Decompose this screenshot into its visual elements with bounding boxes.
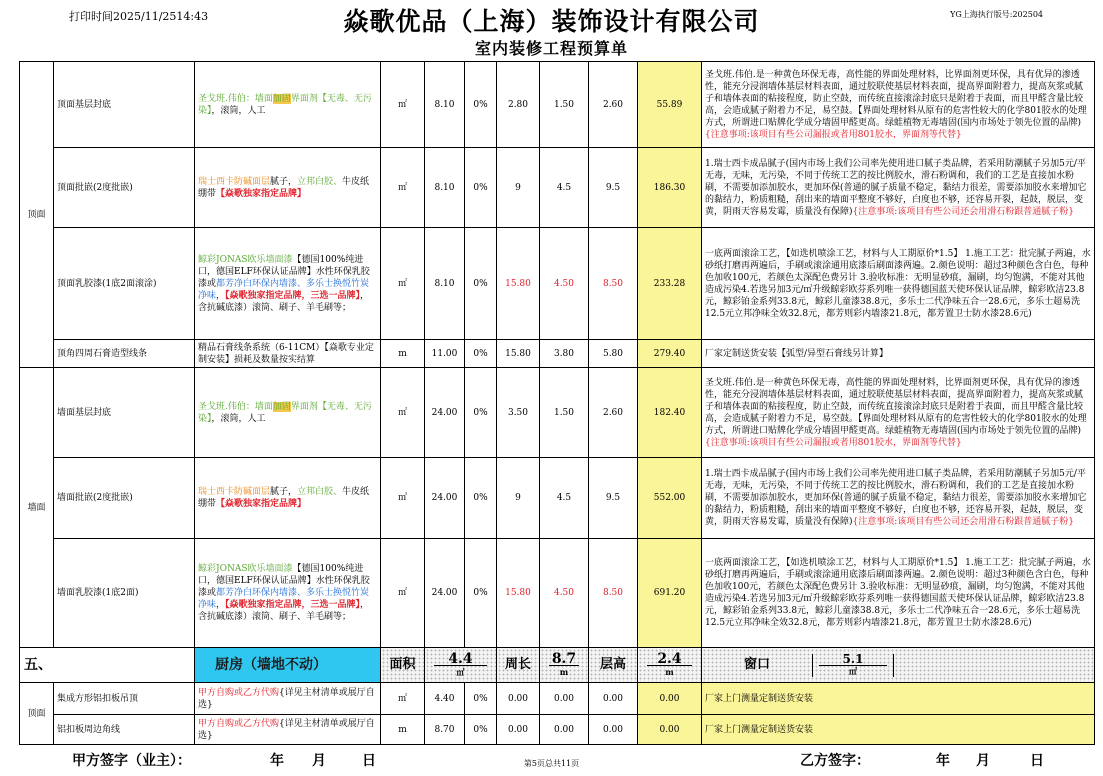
- material-text: 【德国100%纯进口，德国ELF环保认证品牌】水性环保乳胶漆或: [198, 564, 370, 598]
- item-price: 1.50: [540, 368, 589, 458]
- material-text: ，: [216, 600, 226, 610]
- table-row: [20, 683, 1095, 715]
- item-price: 4.50: [540, 539, 589, 648]
- item-loss: 0%: [465, 715, 497, 745]
- item-total: 0.00: [638, 683, 702, 715]
- item-price: 3.50: [497, 368, 540, 458]
- description-note: {注意事项:该项目有些公司漏报或者用801胶水，界面剂等代替}: [705, 437, 962, 448]
- item-price: 4.50: [540, 228, 589, 340]
- item-loss: 0%: [465, 228, 497, 340]
- height-number: 2.4: [657, 650, 682, 667]
- item-material: [195, 715, 381, 745]
- item-description: 厂家上门测量定制送货安装: [702, 715, 1095, 745]
- item-description: 一底两面滚涂工艺，【如选机喷涂工艺，材料与人工期原价*1.5】 1.施工工艺：批完腻子两遍，水砂纸打磨再两遍后，手刷或滚涂通用底漆后刷面漆两遍。2.颜色说明：超过3种颜色含白色，每种色加收100元，若颜色太深配色费另计 3.验收标准：无明显砂痕，漏刷，均匀饱满，不能对其他造成污染4.若选另加3元/㎡升级鲸彩欧芬系列唯一获得德国蓝天使环保认证品牌，鲸彩欧洁23.8元，鲸彩铂金系列33.8元，鲸彩儿童漆38.8元，多乐士二代净味五合一28.6元，多乐士超易洗12.5元立邦净味全效32.8元，都芳则彩内墙漆21.8元，都芳置卫士防水漆28.6元): [702, 228, 1095, 340]
- material-text: 立邦白胶、: [297, 487, 343, 497]
- table-row: [20, 62, 1095, 148]
- height-label: 层高: [589, 648, 638, 683]
- item-qty: 8.10: [425, 228, 465, 340]
- item-unit: ㎡: [381, 458, 425, 539]
- document-subtitle: 室内装修工程预算单: [474, 39, 628, 58]
- item-price: 4.5: [540, 148, 589, 228]
- item-total: 182.40: [638, 368, 702, 458]
- item-price: 9.5: [589, 458, 638, 539]
- material-text: 界面剂【无毒、无污染】: [198, 93, 372, 116]
- item-material: [195, 458, 381, 539]
- item-unit: ㎡: [381, 228, 425, 340]
- section-header-kitchen: [20, 648, 1095, 683]
- item-total: 691.20: [638, 539, 702, 648]
- item-name: 墙面批嵌(2度批嵌): [54, 458, 195, 539]
- item-material: [195, 683, 381, 715]
- material-text: 牛皮纸绷带: [198, 176, 370, 199]
- item-total: 233.28: [638, 228, 702, 340]
- item-material: 精品石膏线条系统（6-11CM）【焱歌专业定制安装】损耗及数量按实结算: [195, 340, 381, 368]
- item-unit: ㎡: [381, 539, 425, 648]
- party-a-year: 年: [270, 753, 284, 769]
- item-material: [195, 368, 381, 458]
- area-number: 4.4: [448, 650, 473, 667]
- item-material: [195, 228, 381, 340]
- material-text: ，滚筒，人工: [211, 105, 266, 116]
- section-index: [20, 648, 195, 683]
- item-unit: ㎡: [381, 148, 425, 228]
- item-material: [195, 148, 381, 228]
- table-row: [20, 715, 1095, 745]
- item-total: 279.40: [638, 340, 702, 368]
- item-price: 2.60: [589, 368, 638, 458]
- item-unit: m: [381, 340, 425, 368]
- party-a-month: 月: [312, 753, 326, 769]
- material-supply-note: 甲方自购或乙方代购: [198, 687, 280, 698]
- material-text: 都芳净白环保内墙漆、多乐士换悦竹炭净味: [198, 588, 370, 610]
- item-loss: 0%: [465, 683, 497, 715]
- item-description: [702, 62, 1095, 148]
- item-qty: 4.40: [425, 683, 465, 715]
- document-header: [0, 0, 1103, 62]
- table-row: [20, 148, 1095, 228]
- section-index-text: 五、: [24, 657, 52, 673]
- item-loss: 0%: [465, 458, 497, 539]
- item-loss: 0%: [465, 340, 497, 368]
- material-brand-note: 【焱歌独家指定品牌】: [216, 188, 307, 199]
- item-name: 顶面批嵌(2度批嵌): [54, 148, 195, 228]
- area-value: [425, 648, 497, 683]
- material-text: 瑞士西卡防碱面层: [198, 176, 271, 187]
- table-row: [20, 228, 1095, 340]
- group-label-ceiling: 顶面: [20, 62, 54, 368]
- table-row: [20, 368, 1095, 458]
- item-price: 8.50: [589, 228, 638, 340]
- perimeter-label: 周长: [497, 648, 540, 683]
- section-title: 厨房（墙地不动）: [195, 648, 381, 683]
- item-price: 3.80: [540, 340, 589, 368]
- material-text: ，含抗碱底漆）滚筒、刷子、羊毛刷等；: [198, 290, 370, 313]
- party-b-year: 年: [936, 753, 950, 769]
- item-price: 0.00: [540, 683, 589, 715]
- page-number: 第5页总共11页: [523, 759, 580, 768]
- group-label-wall: 墙面: [20, 368, 54, 648]
- item-material: [195, 539, 381, 648]
- item-name: 顶面乳胶漆(1底2面滚涂): [54, 228, 195, 340]
- item-qty: 11.00: [425, 340, 465, 368]
- material-supply-note: 甲方自购或乙方代购: [198, 718, 280, 729]
- material-text: 鲸彩JONAS欧乐墙面漆: [198, 254, 293, 265]
- item-price: 0.00: [497, 683, 540, 715]
- table-row: [20, 340, 1095, 368]
- material-text: 【德国100%纯进口，德国ELF环保认证品牌】水性环保乳胶漆或: [198, 254, 370, 289]
- window-cell: [702, 648, 1095, 683]
- material-text: ，滚筒，人工: [211, 413, 266, 424]
- material-text: {详见主材清单或展厅自选}: [198, 718, 375, 741]
- material-brand-note: 【焱歌独家指定品牌，三选一品牌】: [225, 290, 361, 301]
- material-text: ，: [216, 290, 226, 301]
- item-name: 集成方形铝扣板吊顶: [54, 683, 195, 715]
- item-unit: ㎡: [381, 368, 425, 458]
- item-qty: 8.70: [425, 715, 465, 745]
- item-description: [702, 368, 1095, 458]
- item-price: 0.00: [540, 715, 589, 745]
- item-unit: m: [381, 715, 425, 745]
- item-name: 顶角四周石膏造型线条: [54, 340, 195, 368]
- party-a-signature-label: 甲方签字（业主）：: [72, 753, 191, 769]
- version-number: YG上海执行版号:202504: [950, 10, 1043, 19]
- item-qty: 24.00: [425, 458, 465, 539]
- item-description: 厂家定制送货安装【弧型/异型石膏线另计算】: [702, 340, 1095, 368]
- item-qty: 24.00: [425, 368, 465, 458]
- item-qty: 8.10: [425, 62, 465, 148]
- item-price: 9: [497, 148, 540, 228]
- perimeter-number: 8.7: [551, 650, 577, 667]
- item-unit: ㎡: [381, 62, 425, 148]
- material-text: 界面剂【无毒、无污染】: [198, 401, 372, 424]
- material-text: 圣戈班.伟伯：墙面: [198, 93, 273, 104]
- item-price: 0.00: [589, 715, 638, 745]
- party-b-day: 日: [1030, 753, 1044, 769]
- material-text: {详见主材清单或展厅自选}: [198, 687, 375, 710]
- material-text: 瑞士西卡防碱面层: [198, 487, 271, 497]
- item-price: 9: [497, 458, 540, 539]
- party-a-day: 日: [362, 753, 376, 769]
- material-text: 都芳净白环保内墙漆、多乐士换悦竹炭净味: [198, 278, 370, 301]
- height-unit: m: [647, 665, 692, 678]
- item-unit: ㎡: [381, 683, 425, 715]
- item-price: 15.80: [497, 340, 540, 368]
- window-number: 5.1: [842, 651, 864, 666]
- material-brand-note: 【焱歌独家指定品牌】: [216, 499, 307, 509]
- item-description: [702, 458, 1095, 539]
- item-price: 15.80: [497, 539, 540, 648]
- item-description: 厂家上门测量定制送货安装: [702, 683, 1095, 715]
- item-material: [195, 62, 381, 148]
- description-note: {注意事项:该项目有些公司还会用滑石粉跟普通腻子粉}: [852, 206, 1075, 217]
- item-loss: 0%: [465, 539, 497, 648]
- description-text: 圣戈班.伟伯.是一种黄色环保无毒，高性能的界面处理材料，比界面剂更环保，具有优异的渗透性，能充分浸润墙体基层材料表面，通过胶联使基层材料表面，提高界面附着力，提高灰浆或腻子和墙体表面的粘接程度，防止空鼓，而传统直接滚涂封底只是附着于表面，而且甲醛含量比较高，会造成腻子附着力不足，易空鼓。【界面处理材料从原有的危害性较大的化学801胶水的处理方式，所谓进口贴牌化学成分墙固甲醛更高。绿蛙植物无毒墙固(国内市场处于领先位置的品牌): [705, 69, 1087, 128]
- item-total: 186.30: [638, 148, 702, 228]
- item-total: 55.89: [638, 62, 702, 148]
- item-price: 8.50: [589, 539, 638, 648]
- item-name: 墙面乳胶漆(1底2面): [54, 539, 195, 648]
- material-text: 牛皮纸绷带: [198, 487, 370, 509]
- item-price: 2.80: [497, 62, 540, 148]
- item-price: 4.5: [540, 458, 589, 539]
- area-label: 面积: [381, 648, 425, 683]
- item-loss: 0%: [465, 62, 497, 148]
- window-value: [812, 651, 894, 677]
- description-note: {注意事项:该项目有些公司漏报或者用801胶水，界面剂等代替}: [705, 129, 962, 140]
- description-text: 1.瑞士西卡成品腻子(国内市场上我们公司率先使用进口腻子类品牌，若采用防潮腻子另加5元/平无毒，无味，无污染，不同于传统工艺的按比例胶水，滑石粉调和，我们的工艺是直接加水粉刷，不需要加添加胶水，更加环保(普通的腻子质量不稳定，黏结力很差，需要添加胶水来增加它的黏结力，粉质粗糙，刮出来的墙面平整度不够好，白度也不够，还容易开裂，起鼓，脱层，变黄，阴雨天容易发霉，质量没有保障): [705, 469, 1087, 527]
- item-loss: 0%: [465, 148, 497, 228]
- material-text: 腻子，: [270, 176, 298, 187]
- item-qty: 8.10: [425, 148, 465, 228]
- material-text: 立邦白胶、: [297, 176, 343, 187]
- material-text: 圣戈班.伟伯：墙面: [198, 401, 273, 412]
- perimeter-value: [540, 648, 589, 683]
- item-total: 0.00: [638, 715, 702, 745]
- table-row: [20, 458, 1095, 539]
- description-text: 1.瑞士西卡成品腻子(国内市场上我们公司率先使用进口腻子类品牌，若采用防潮腻子另加5元/平无毒，无味，无污染，不同于传统工艺的按比例胶水，滑石粉调和，我们的工艺是直接加水粉刷，不需要加添加胶水，更加环保(普通的腻子质量不稳定，黏结力很差，需要添加胶水来增加它的黏结力，粉质粗糙，刮出来的墙面平整度不够好，白度也不够，还容易开裂，起鼓，脱层，变黄，阴雨天容易发霉，质量没有保障): [705, 158, 1087, 217]
- item-price: 5.80: [589, 340, 638, 368]
- material-highlight: 加固: [272, 93, 291, 104]
- area-unit: ㎡: [434, 665, 487, 678]
- material-text: 腻子，: [270, 487, 298, 497]
- item-description: [702, 148, 1095, 228]
- item-name: 墙面基层封底: [54, 368, 195, 458]
- description-text: 圣戈班.伟伯.是一种黄色环保无毒，高性能的界面处理材料，比界面剂更环保，具有优异的渗透性，能充分浸润墙体基层材料表面，通过胶联使基层材料表面，提高界面附着力，提高灰浆或腻子和墙体表面的粘接程度，防止空鼓，而传统直接滚涂封底只是附着于表面，而且甲醛含量比较高，会造成腻子附着力不足，易空鼓。【界面处理材料从原有的危害性较大的化学801胶水的处理方式，所谓进口贴牌化学成分墙固甲醛更高。绿蛙植物无毒墙固(国内市场处于领先位置的品牌): [705, 377, 1087, 436]
- material-text: ，含抗碱底漆）滚筒、刷子、羊毛刷等；: [198, 600, 370, 622]
- description-note: {注意事项:该项目有些公司还会用滑石粉跟普通腻子粉}: [852, 517, 1075, 527]
- group-label-kitchen-ceiling: 顶面: [20, 683, 54, 745]
- material-text: 鲸彩JONAS欧乐墙面漆: [198, 564, 293, 574]
- item-qty: 24.00: [425, 539, 465, 648]
- item-price: 0.00: [497, 715, 540, 745]
- material-brand-note: 【焱歌独家指定品牌，三选一品牌】: [225, 600, 361, 610]
- window-label: 窗口: [743, 657, 770, 672]
- item-price: 9.5: [589, 148, 638, 228]
- item-name: 顶面基层封底: [54, 62, 195, 148]
- party-b-signature-label: 乙方签字：: [800, 753, 870, 769]
- item-description: 一底两面滚涂工艺，【如选机喷涂工艺，材料与人工期原价*1.5】 1.施工工艺：批完腻子两遍，水砂纸打磨再两遍后，手刷或滚涂通用底漆后刷面漆两遍。2.颜色说明：超过3种颜色含白色，每种色加收100元，若颜色太深配色费另计 3.验收标准：无明显砂痕，漏刷，均匀饱满，不能对其他造成污染4.若选另加3元/㎡升级鲸彩欧芬系列唯一获得德国蓝天使环保认证品牌，鲸彩欧洁23.8元，鲸彩铂金系列33.8元，鲸彩儿童漆38.8元，多乐士二代净味五合一28.6元，多乐士超易洗12.5元立邦净味全效32.8元，都芳则彩内墙漆21.8元，都芳置卫士防水漆28.6元): [702, 539, 1095, 648]
- item-total: 552.00: [638, 458, 702, 539]
- item-price: 2.60: [589, 62, 638, 148]
- item-price: 15.80: [497, 228, 540, 340]
- budget-table: [19, 61, 1095, 745]
- window-unit: ㎡: [819, 665, 887, 677]
- party-b-month: 月: [976, 753, 990, 769]
- item-loss: 0%: [465, 368, 497, 458]
- item-price: 0.00: [589, 683, 638, 715]
- item-name: 铝扣板周边角线: [54, 715, 195, 745]
- item-price: 1.50: [540, 62, 589, 148]
- table-row: [20, 539, 1095, 648]
- print-time: 打印时间2025/11/2514:43: [69, 10, 209, 23]
- perimeter-unit: m: [549, 665, 579, 678]
- height-value: [638, 648, 702, 683]
- company-name: 焱歌优品（上海）装饰设计有限公司: [343, 7, 760, 36]
- material-highlight: 加固: [272, 401, 291, 412]
